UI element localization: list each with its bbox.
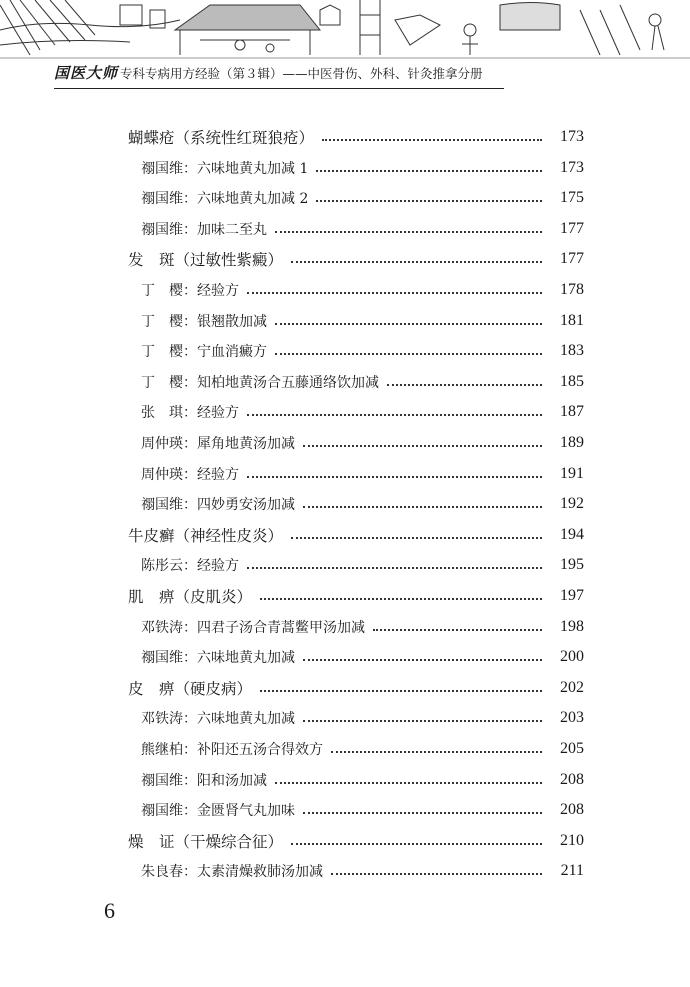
leader-dots [303,659,542,661]
leader-dots [275,231,542,233]
leader-dots [373,629,542,631]
toc-sub-entry[interactable] [141,795,584,825]
leader-dots [291,261,542,263]
toc-chapter-entry[interactable] [128,826,584,856]
toc-entry-title: 蝴蝶疮（系统性红斑狼疮） [128,129,315,147]
toc-sub-entry[interactable] [141,367,584,397]
toc-sub-entry[interactable] [141,489,584,519]
toc-entry-page: 178 [560,281,584,298]
toc-entry-title: 邓铁涛：六味地黄丸加减 [141,711,295,728]
leader-dots [260,690,542,692]
toc-entry-page: 195 [560,556,584,574]
leader-dots [303,445,542,447]
toc-sub-entry[interactable] [141,183,584,213]
toc-entry-page: 177 [560,250,584,268]
toc-chapter-entry[interactable] [128,673,584,703]
toc-entry-title: 禤国维：阳和汤加减 [141,772,267,789]
leader-dots [275,323,542,325]
toc-sub-entry[interactable] [141,734,584,764]
toc-entry-title: 燥 证（干燥综合征） [128,832,284,851]
toc-chapter-entry[interactable] [128,244,584,274]
running-header [54,62,504,89]
toc-entry-title: 邓铁涛：四君子汤合青蒿鳖甲汤加减 [141,619,365,636]
toc-entry-page: 181 [560,311,584,329]
leader-dots [322,139,542,141]
toc-entry-title: 朱良春：太素清燥救肺汤加减 [141,864,323,881]
toc-entry-page: 208 [560,770,584,788]
page-number: 6 [104,898,115,923]
toc-sub-entry[interactable] [141,612,584,642]
toc-entry-page: 205 [560,740,584,757]
toc-entry-page: 191 [560,464,584,482]
toc-entry-page: 202 [560,678,584,696]
leader-dots [291,537,542,539]
toc-sub-entry[interactable] [141,642,584,672]
leader-dots [260,598,542,600]
leader-dots [331,751,542,753]
toc-entry-page: 173 [560,128,584,145]
toc-entry-title: 周仲瑛：犀角地黄汤加减 [141,436,295,452]
toc-entry-title: 熊继柏：补阳还五汤合得效方 [141,742,323,758]
toc-entry-page: 175 [560,189,584,207]
toc-entry-title: 禤国维：六味地黄丸加减 2 [141,191,309,208]
toc-sub-entry[interactable] [141,550,584,580]
toc-entry-title: 禤国维：六味地黄丸加减 [141,650,295,667]
leader-dots [247,567,542,569]
toc-entry-page: 183 [560,342,584,360]
toc-sub-entry[interactable] [141,428,584,458]
toc-entry-title: 周仲瑛：经验方 [141,466,239,483]
toc-chapter-entry[interactable] [128,581,584,611]
toc-entry-title: 皮 痹（硬皮病） [128,679,253,698]
toc-sub-entry[interactable] [141,306,584,336]
leader-dots [316,170,542,172]
toc-entry-title: 禤国维：四妙勇安汤加减 [141,497,295,514]
leader-dots [387,384,542,386]
toc-chapter-entry[interactable] [128,122,584,152]
leader-dots [275,782,542,784]
toc-sub-entry[interactable] [141,765,584,795]
toc-entry-page: 197 [560,587,584,604]
toc-entry-title: 禤国维：六味地黄丸加减 1 [141,160,309,177]
toc-entry-title: 丁 樱：银翘散加减 [141,313,267,330]
leader-dots [247,414,542,416]
toc-sub-entry[interactable] [141,336,584,366]
toc-entry-title: 牛皮癣（神经性皮炎） [128,526,284,545]
toc-entry-title: 发 斑（过敏性紫癜） [128,251,284,270]
toc-entry-title: 肌 痹（皮肌炎） [128,588,253,606]
toc-sub-entry[interactable] [141,214,584,244]
toc-sub-entry[interactable] [141,856,584,886]
toc-entry-title: 丁 樱：宁血消癜方 [141,344,267,361]
toc-entry-page: 192 [560,495,584,513]
header-illustration [0,0,690,60]
toc-entry-page: 203 [560,709,584,727]
toc-chapter-entry[interactable] [128,520,584,550]
toc-entry-page: 208 [560,801,584,819]
leader-dots [303,506,542,508]
toc-entry-title: 丁 樱：经验方 [141,283,239,299]
toc-entry-page: 187 [560,403,584,421]
toc-sub-entry[interactable] [141,153,584,183]
leader-dots [331,873,542,875]
toc-entry-page: 189 [560,434,584,451]
toc-entry-page: 177 [560,219,584,237]
toc-entry-title: 陈彤云：经验方 [141,558,239,575]
toc-sub-entry[interactable] [141,459,584,489]
leader-dots [303,720,542,722]
toc-entry-title: 禤国维：金匮肾气丸加味 [141,803,295,820]
toc-entry-page: 211 [560,862,584,880]
leader-dots [247,476,542,478]
toc-entry-title: 张 琪：经验方 [141,405,239,422]
toc-sub-entry[interactable] [141,703,584,733]
toc-sub-entry[interactable] [141,275,584,305]
toc-entry-title: 禤国维：加味二至丸 [141,221,267,238]
leader-dots [247,292,542,294]
leader-dots [303,812,542,814]
toc-entry-page: 198 [560,617,584,635]
toc-entry-page: 173 [560,158,584,176]
leader-dots [275,353,542,355]
toc-entry-page: 200 [560,648,584,666]
toc-entry-page: 210 [560,831,584,849]
toc-entry-page: 185 [560,372,584,390]
toc-sub-entry[interactable] [141,397,584,427]
toc-entry-title: 丁 樱：知柏地黄汤合五藤通络饮加减 [141,374,379,391]
book-title: 专科专病用方经验（第３辑）——中医骨伤、外科、针灸推拿分册 [120,66,483,81]
leader-dots [316,200,542,202]
leader-dots [291,843,542,845]
toc-entry-page: 194 [560,525,584,543]
series-brand: 国医大师 [54,64,119,82]
